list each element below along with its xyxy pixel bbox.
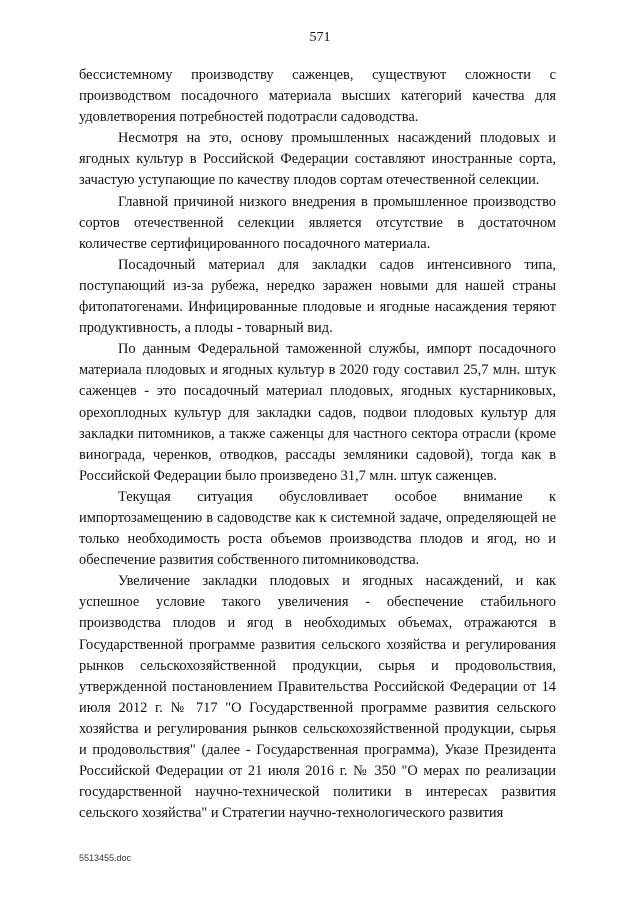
document-body xyxy=(79,65,556,824)
paragraph-phytopathogens: Посадочный материал для закладки садов интенсивного типа, поступающий из-за рубежа, нередко заражен новыми для нашей страны фитопатогенами. Инфицированные плодовые и ягодные насаждения теряют продуктивность, а плоды - товарный вид. xyxy=(79,256,556,337)
paragraph-continuation: бессистемному производству саженцев, существуют сложности с производством посадочного материала высших категорий качества для удовлетворения потребностей подотрасли садоводства. xyxy=(79,67,556,126)
document-file-code: 5513455.doc xyxy=(79,853,132,863)
paragraph-main-reason: Главной причиной низкого внедрения в промышленное производство сортов отечественной селекции является отсутствие в достаточном количестве сертифицированного посадочного материала. xyxy=(79,193,556,252)
paragraph-foreign-varieties: Несмотря на это, основу промышленных насаждений плодовых и ягодных культур в Российской Федерации составляют иностранные сорта, зачастую уступающие по качеству плодов сортам отечественной селекции. xyxy=(79,130,556,189)
paragraph-import-substitution: Текущая ситуация обусловливает особое внимание к импортозамещению в садоводстве как к системной задаче, определяющей не только необходимость роста объемов производства плодов и ягод, но и обеспечение развития собственного питомниководства. xyxy=(79,488,556,569)
page-number: 571 xyxy=(309,30,331,45)
paragraph-state-program: Увеличение закладки плодовых и ягодных насаждений, и как успешное условие такого увеличения - обеспечение стабильного производства плодов и ягод в необходимых объемах, отражаются в Государственной программе развития сельского хозяйства и регулирования рынков сельскохозяйственной продукции, сырья и продовольствия, утвержденной постановлением Правительства Российской Федерации от 14 июля 2012 г. № 717 "О Государственной программе развития сельского хозяйства и регулирования рынков сельскохозяйственной продукции, сырья и продовольствия" (далее - Государственная программа), Указе Президента Российской Федерации от 21 июля 2016 г. № 350 "О мерах по реализации государственной научно-технической политики в интересах развития сельского хозяйства" и Стратегии научно-технологического развития xyxy=(79,573,556,822)
paragraph-customs-data: По данным Федеральной таможенной службы, импорт посадочного материала плодовых и ягодных культур в 2020 году составил 25,7 млн. штук саженцев - это посадочный материал плодовых, ягодных кустарниковых, орехоплодных культур для закладки садов, подвои плодовых культур для закладки питомников, а также саженцы для частного сектора отрасли (кроме винограда, черенков, отводков, рассады земляники садовой), тогда как в Российской Федерации было произведено 31,7 млн. штук саженцев. xyxy=(79,341,556,484)
